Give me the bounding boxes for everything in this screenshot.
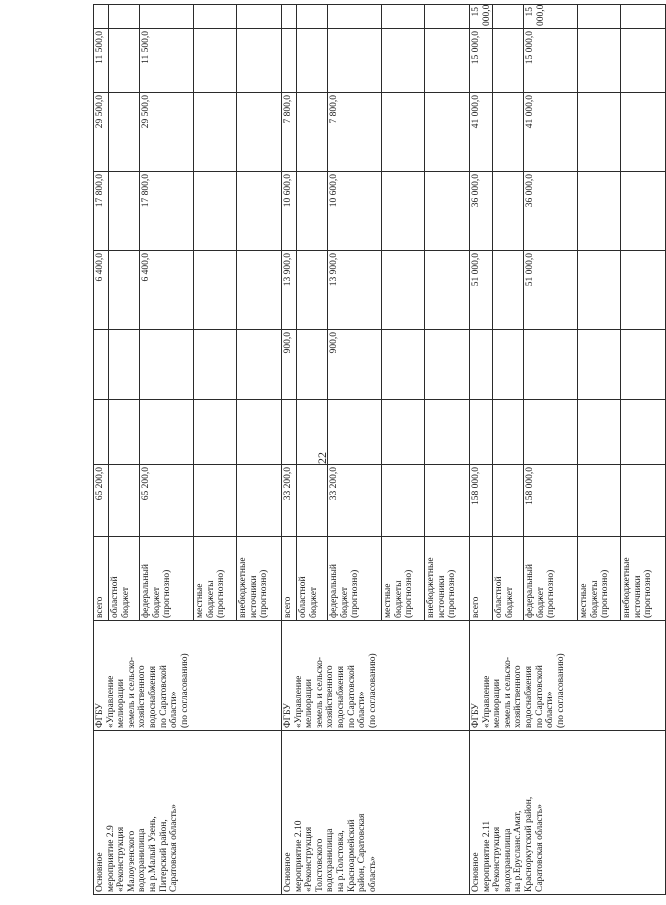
amount-cell [109, 5, 140, 29]
amount-cell [237, 465, 282, 537]
amount-cell [237, 5, 282, 29]
funding-source-cell: всего [470, 537, 493, 621]
amount-cell [297, 251, 328, 330]
measure-name-cell: Основное мероприятие 2.9 «Реконструкция Малоузенского водохранилища на р.Малый Узень, Питерский район, Саратовская область» [94, 731, 282, 895]
funding-source-cell: всего [94, 537, 109, 621]
funding-source-cell: федеральный бюджет (прогнозно) [524, 537, 578, 621]
funding-source-cell: областной бюджет [109, 537, 140, 621]
amount-cell [425, 172, 470, 251]
amount-cell [493, 5, 524, 29]
amount-cell [94, 330, 109, 400]
amount-cell [493, 93, 524, 172]
amount-cell: 6 400,0 [94, 251, 109, 330]
amount-cell [237, 251, 282, 330]
amount-cell: 17 800,0 [94, 172, 109, 251]
amount-cell: 15 000,0 [524, 5, 578, 29]
measure-name-cell: Основное мероприятие 2.11 «Реконструкция водохранилища на р.Ерусланс.Амат, Красноркутский район, Саратовская область» [470, 731, 666, 895]
table-row [470, 5, 493, 895]
amount-cell [194, 172, 237, 251]
amount-cell: 11 500,0 [94, 29, 109, 93]
amount-cell [282, 5, 297, 29]
amount-cell [382, 5, 425, 29]
amount-cell [140, 330, 194, 400]
amount-cell [382, 251, 425, 330]
amount-cell [621, 251, 666, 330]
amount-cell [109, 330, 140, 400]
amount-cell [282, 29, 297, 93]
amount-cell [425, 330, 470, 400]
amount-cell [493, 330, 524, 400]
executor-cell: ФГБУ «Управление мелиорации земель и сельско- хозяйственного водоснабжения по Саратовской области» (по согласованию) [470, 621, 666, 731]
amount-cell: 158 000,0 [470, 465, 493, 537]
amount-cell [237, 330, 282, 400]
amount-cell [470, 330, 493, 400]
amount-cell: 41 000,0 [524, 93, 578, 172]
amount-cell [237, 29, 282, 93]
amount-cell: 29 500,0 [140, 93, 194, 172]
amount-cell [194, 465, 237, 537]
amount-cell [621, 29, 666, 93]
amount-cell [578, 5, 621, 29]
amount-cell: 36 000,0 [524, 172, 578, 251]
amount-cell [382, 465, 425, 537]
amount-cell: 900,0 [282, 330, 297, 400]
amount-cell [621, 93, 666, 172]
amount-cell [297, 400, 328, 465]
amount-cell: 29 500,0 [94, 93, 109, 172]
amount-cell [109, 29, 140, 93]
amount-cell: 65 200,0 [140, 465, 194, 537]
table-row [282, 5, 297, 895]
amount-cell [470, 400, 493, 465]
funding-source-cell: федеральный бюджет (прогнозно) [328, 537, 382, 621]
amount-cell [297, 5, 328, 29]
amount-cell [621, 330, 666, 400]
amount-cell: 6 400,0 [140, 251, 194, 330]
amount-cell [524, 330, 578, 400]
table-body [94, 5, 666, 895]
amount-cell [297, 172, 328, 251]
amount-cell [194, 400, 237, 465]
amount-cell [524, 400, 578, 465]
amount-cell [493, 29, 524, 93]
amount-cell [578, 465, 621, 537]
amount-cell [297, 29, 328, 93]
amount-cell [578, 29, 621, 93]
amount-cell [94, 5, 109, 29]
table-row [94, 5, 109, 895]
funding-source-cell: областной бюджет [297, 537, 328, 621]
amount-cell [493, 251, 524, 330]
amount-cell: 10 600,0 [282, 172, 297, 251]
amount-cell [140, 5, 194, 29]
amount-cell: 33 200,0 [282, 465, 297, 537]
amount-cell [194, 5, 237, 29]
amount-cell [109, 400, 140, 465]
funding-table [93, 4, 666, 895]
amount-cell [297, 93, 328, 172]
amount-cell [382, 330, 425, 400]
amount-cell [578, 400, 621, 465]
amount-cell [621, 465, 666, 537]
amount-cell: 13 900,0 [282, 251, 297, 330]
amount-cell [297, 330, 328, 400]
amount-cell [425, 465, 470, 537]
amount-cell [425, 5, 470, 29]
amount-cell [382, 172, 425, 251]
funding-source-cell: внебюджетные источники (прогнозно) [425, 537, 470, 621]
amount-cell [425, 251, 470, 330]
amount-cell [194, 330, 237, 400]
amount-cell [237, 93, 282, 172]
funding-source-cell: местные бюджеты (прогнозно) [578, 537, 621, 621]
amount-cell [109, 172, 140, 251]
funding-source-cell: внебюджетные источники (прогнозно) [621, 537, 666, 621]
amount-cell: 15 000,0 [470, 5, 493, 29]
amount-cell: 7 800,0 [328, 93, 382, 172]
amount-cell [578, 93, 621, 172]
amount-cell: 36 000,0 [470, 172, 493, 251]
amount-cell [493, 400, 524, 465]
amount-cell [425, 93, 470, 172]
amount-cell [578, 172, 621, 251]
rotated-page-content [93, 4, 654, 895]
amount-cell [493, 172, 524, 251]
executor-cell: ФГБУ «Управление мелиорации земель и сельско- хозяйственного водоснабжения по Саратовской области» (по согласованию) [94, 621, 282, 731]
amount-cell [282, 400, 297, 465]
amount-cell: 51 000,0 [470, 251, 493, 330]
amount-cell [194, 29, 237, 93]
amount-cell: 17 800,0 [140, 172, 194, 251]
page-number: 22 [315, 452, 329, 464]
amount-cell [621, 400, 666, 465]
amount-cell [328, 400, 382, 465]
amount-cell [578, 330, 621, 400]
amount-cell [328, 5, 382, 29]
funding-source-cell: внебюджетные источники (прогнозно) [237, 537, 282, 621]
amount-cell: 15 000,0 [470, 29, 493, 93]
executor-cell: ФГБУ «Управление мелиорации земель и сельско- хозяйственного водоснабжения по Саратовской области» (по согласованию) [282, 621, 470, 731]
funding-source-cell: областной бюджет [493, 537, 524, 621]
amount-cell [328, 29, 382, 93]
amount-cell: 900,0 [328, 330, 382, 400]
amount-cell: 33 200,0 [328, 465, 382, 537]
amount-cell: 13 900,0 [328, 251, 382, 330]
amount-cell [194, 251, 237, 330]
amount-cell [237, 400, 282, 465]
amount-cell [493, 465, 524, 537]
amount-cell: 10 600,0 [328, 172, 382, 251]
amount-cell: 51 000,0 [524, 251, 578, 330]
amount-cell [578, 251, 621, 330]
amount-cell: 11 500,0 [140, 29, 194, 93]
amount-cell [425, 400, 470, 465]
amount-cell: 65 200,0 [94, 465, 109, 537]
amount-cell [194, 93, 237, 172]
funding-source-cell: местные бюджеты (прогнозно) [194, 537, 237, 621]
amount-cell [382, 29, 425, 93]
amount-cell [109, 93, 140, 172]
funding-source-cell: федеральный бюджет (прогнозно) [140, 537, 194, 621]
amount-cell [425, 29, 470, 93]
amount-cell [382, 400, 425, 465]
amount-cell [109, 251, 140, 330]
amount-cell [140, 400, 194, 465]
amount-cell [621, 172, 666, 251]
amount-cell [237, 172, 282, 251]
amount-cell: 15 000,0 [524, 29, 578, 93]
amount-cell [94, 400, 109, 465]
amount-cell [382, 93, 425, 172]
measure-name-cell: Основное мероприятие 2.10 «Реконструкция Толстовского водохранилища на р.Толстовка, Красноармейский район, Саратовская область» [282, 731, 470, 895]
amount-cell [109, 465, 140, 537]
amount-cell: 7 800,0 [282, 93, 297, 172]
amount-cell: 158 000,0 [524, 465, 578, 537]
amount-cell: 41 000,0 [470, 93, 493, 172]
funding-source-cell: всего [282, 537, 297, 621]
amount-cell [621, 5, 666, 29]
amount-cell [297, 465, 328, 537]
funding-source-cell: местные бюджеты (прогнозно) [382, 537, 425, 621]
